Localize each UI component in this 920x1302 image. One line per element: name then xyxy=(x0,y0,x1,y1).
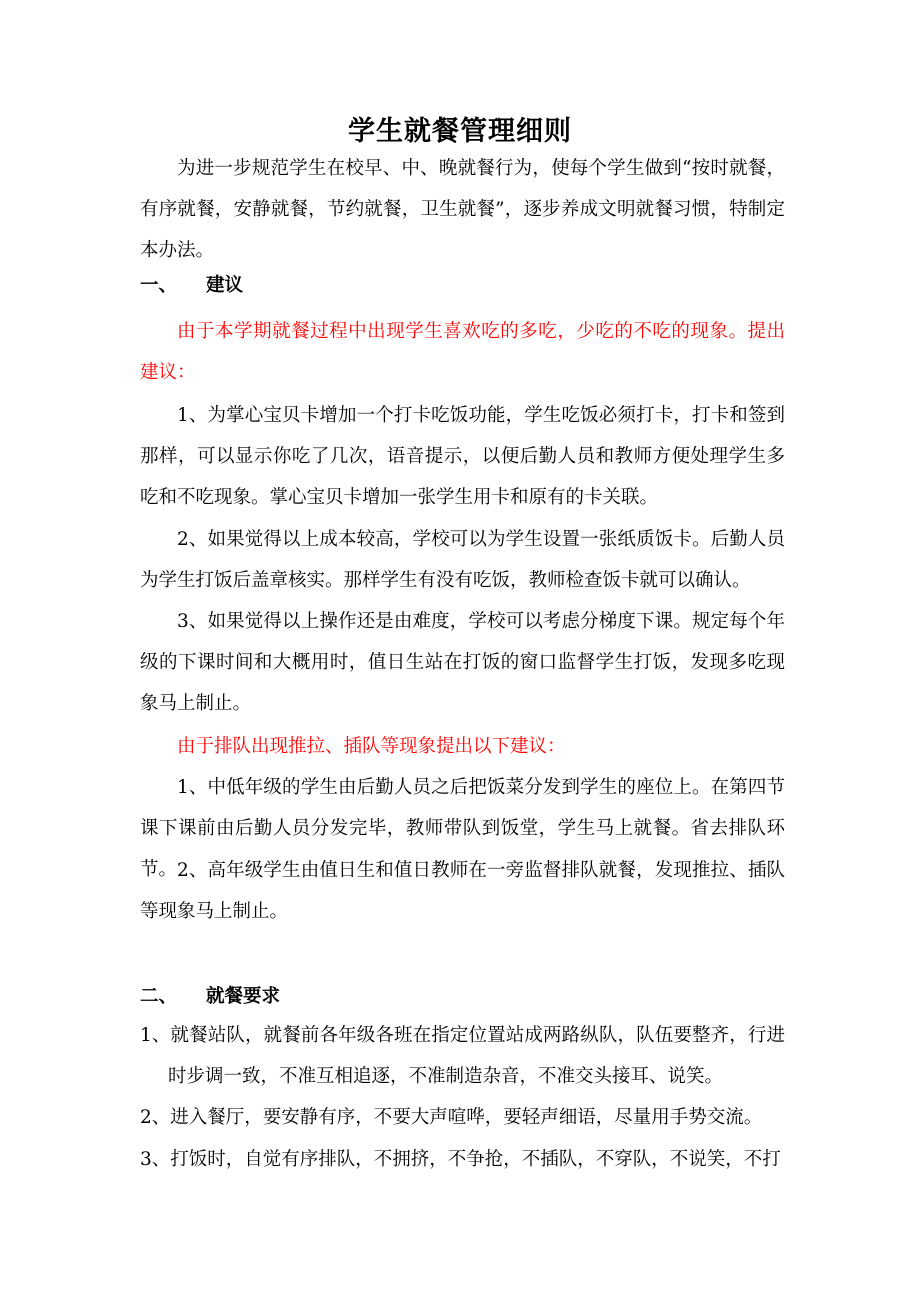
suggestion-paragraph: 2、如果觉得以上成本较高，学校可以为学生设置一张纸质饭卡。后勤人员为学生打饭后盖章核实。那样学生有没有吃饭，教师检查饭卡就可以确认。 xyxy=(140,529,785,591)
section-title: 就餐要求 xyxy=(206,986,281,1007)
section-number: 二、 xyxy=(140,986,178,1007)
page-title: 学生就餐管理细则 xyxy=(348,116,572,147)
intro-paragraph: 为进一步规范学生在校早、中、晚就餐行为，使每个学生做到“按时就餐，有序就餐，安静就餐，节约就餐，卫生就餐”，逐步养成文明就餐习惯，特制定本办法。 xyxy=(140,158,785,261)
requirement-item: 2、进入餐厅，要安静有序，不要大声喧哗，要轻声细语，尽量用手势交流。 xyxy=(140,1107,763,1128)
section-heading-requirements xyxy=(140,982,280,1012)
requirement-item: 3、打饭时，自觉有序排队，不拥挤，不争抢，不插队，不穿队，不说笑，不打 xyxy=(140,1149,781,1170)
suggestion-paragraph: 3、如果觉得以上操作还是由难度，学校可以考虑分梯度下课。规定每个年级的下课时间和大概用时，值日生站在打饭的窗口监督学生打饭，发现多吃现象马上制止。 xyxy=(140,611,785,714)
section-heading-suggestions xyxy=(140,271,243,301)
section-number: 一、 xyxy=(140,275,178,296)
requirement-item: 1、就餐站队，就餐前各年级各班在指定位置站成两路纵队，队伍要整齐，行进时步调一致，不准互相追逐，不准制造杂音，不准交头接耳、说笑。 xyxy=(140,1025,785,1087)
red-note-paragraph: 由于排队出现推拉、插队等现象提出以下建议： xyxy=(177,736,566,757)
suggestion-paragraph: 2、高年级学生由值日生和值日教师在一旁监督排队就餐，发现推拉、插队等现象马上制止。 xyxy=(140,860,785,922)
section-title: 建议 xyxy=(206,275,244,296)
red-note-paragraph: 由于本学期就餐过程中出现学生喜欢吃的多吃，少吃的不吃的现象。提出建议： xyxy=(140,321,785,383)
suggestion-paragraph: 1、为掌心宝贝卡增加一个打卡吃饭功能，学生吃饭必须打卡，打卡和签到那样，可以显示你吃了几次，语音提示，以便后勤人员和教师方便处理学生多吃和不吃现象。掌心宝贝卡增加一张学生用卡和原有的卡关联。 xyxy=(140,405,785,508)
suggestion-paragraph: 1、中低年级的学生由后勤人员之后把饭菜分发到学生的座位上。在第四节课下课前由后勤人员分发完毕，教师带队到饭堂，学生马上就餐。省去排队环节。 xyxy=(140,777,785,880)
